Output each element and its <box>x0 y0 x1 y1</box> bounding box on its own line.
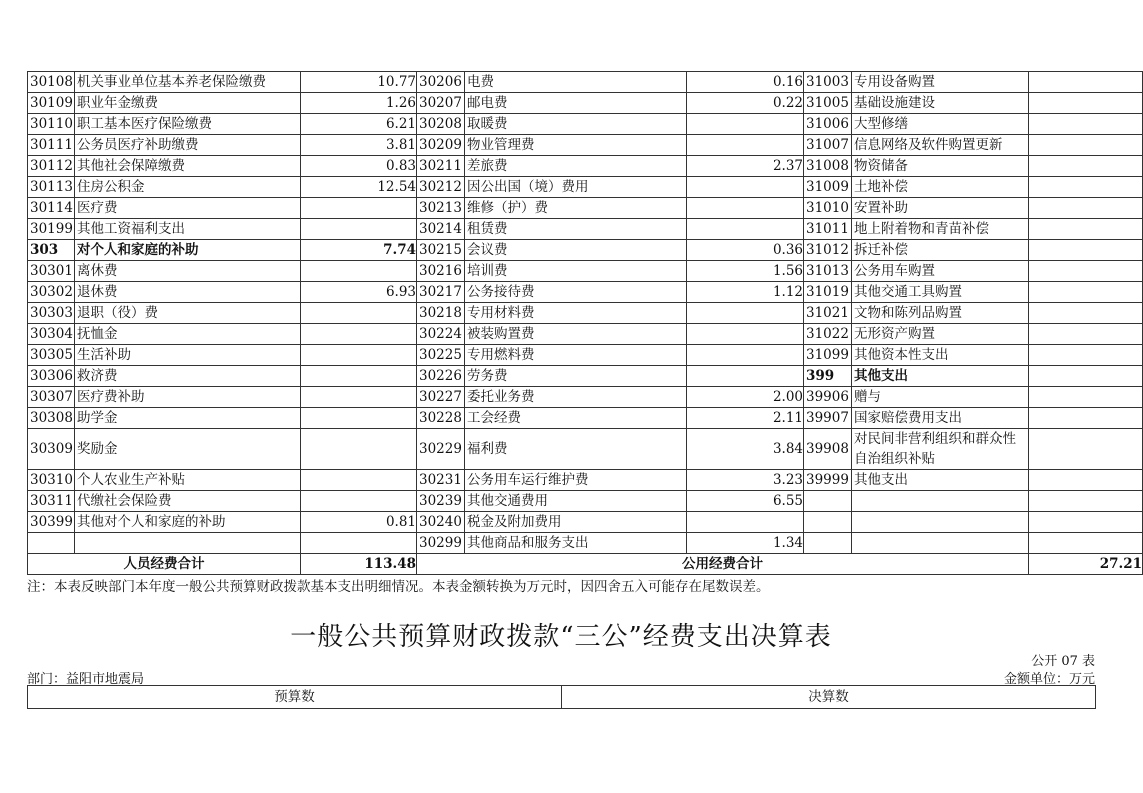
cell-name: 其他支出 <box>852 470 1029 491</box>
cell-code: 30226 <box>417 366 465 387</box>
cell-value <box>687 303 804 324</box>
cell-name: 职工基本医疗保险缴费 <box>75 114 301 135</box>
table-row <box>28 408 1143 429</box>
cell-value <box>301 303 417 324</box>
cell-name <box>75 533 301 554</box>
cell-code: 31011 <box>804 219 852 240</box>
cell-value <box>301 387 417 408</box>
cell-code: 31008 <box>804 156 852 177</box>
cell-name: 委托业务费 <box>465 387 687 408</box>
table-row <box>28 470 1143 491</box>
cell-name: 公务员医疗补助缴费 <box>75 135 301 156</box>
cell-code: 30302 <box>28 282 75 303</box>
cell-value: 6.93 <box>301 282 417 303</box>
cell-name: 公务用车运行维护费 <box>465 470 687 491</box>
cell-value <box>687 114 804 135</box>
basic-expenditure-detail-table <box>27 71 1143 575</box>
cell-code: 30217 <box>417 282 465 303</box>
cell-name: 机关事业单位基本养老保险缴费 <box>75 72 301 93</box>
cell-code: 30218 <box>417 303 465 324</box>
table-row <box>28 114 1143 135</box>
cell-name: 专用设备购置 <box>852 72 1029 93</box>
cell-code: 31013 <box>804 261 852 282</box>
cell-value: 6.55 <box>687 491 804 512</box>
three-public-expenditure-table <box>27 685 1096 709</box>
cell-code: 31003 <box>804 72 852 93</box>
cell-name: 职业年金缴费 <box>75 93 301 114</box>
cell-value <box>301 491 417 512</box>
cell-code: 30240 <box>417 512 465 533</box>
cell-value <box>1029 324 1143 345</box>
cell-name: 其他对个人和家庭的补助 <box>75 512 301 533</box>
cell-value <box>1029 303 1143 324</box>
cell-code: 30231 <box>417 470 465 491</box>
cell-name: 救济费 <box>75 366 301 387</box>
table-row <box>28 491 1143 512</box>
cell-name: 劳务费 <box>465 366 687 387</box>
cell-code: 30214 <box>417 219 465 240</box>
table-note: 注：本表反映部门本年度一般公共预算财政拨款基本支出明细情况。本表金额转换为万元时，因四舍五入可能存在尾数误差。 <box>27 579 770 595</box>
cell-code: 31022 <box>804 324 852 345</box>
cell-value: 3.23 <box>687 470 804 491</box>
cell-code: 30216 <box>417 261 465 282</box>
cell-value <box>1029 491 1143 512</box>
cell-name: 国家赔偿费用支出 <box>852 408 1029 429</box>
cell-value <box>687 345 804 366</box>
table-header-row <box>28 686 1096 709</box>
cell-name: 维修（护）费 <box>465 198 687 219</box>
cell-value <box>1029 114 1143 135</box>
cell-name <box>852 512 1029 533</box>
cell-value: 1.56 <box>687 261 804 282</box>
cell-value: 0.16 <box>687 72 804 93</box>
table-row <box>28 93 1143 114</box>
cell-value: 2.00 <box>687 387 804 408</box>
table-row <box>28 366 1143 387</box>
cell-value <box>687 219 804 240</box>
cell-code: 30109 <box>28 93 75 114</box>
cell-name: 公务用车购置 <box>852 261 1029 282</box>
cell-value: 3.84 <box>687 429 804 470</box>
cell-value <box>1029 533 1143 554</box>
cell-name: 离休费 <box>75 261 301 282</box>
cell-code <box>804 491 852 512</box>
cell-name: 被装购置费 <box>465 324 687 345</box>
cell-value <box>1029 366 1143 387</box>
cell-code: 30229 <box>417 429 465 470</box>
cell-code: 30209 <box>417 135 465 156</box>
cell-name <box>852 491 1029 512</box>
cell-value <box>301 470 417 491</box>
cell-name: 赠与 <box>852 387 1029 408</box>
cell-value <box>1029 93 1143 114</box>
cell-value <box>301 408 417 429</box>
cell-name: 住房公积金 <box>75 177 301 198</box>
cell-code: 303 <box>28 240 75 261</box>
cell-code: 30112 <box>28 156 75 177</box>
totals-row <box>28 554 1143 575</box>
cell-code: 31010 <box>804 198 852 219</box>
cell-code: 30212 <box>417 177 465 198</box>
cell-value <box>687 324 804 345</box>
cell-name: 因公出国（境）费用 <box>465 177 687 198</box>
table-row <box>28 429 1143 470</box>
cell-code: 30114 <box>28 198 75 219</box>
cell-name: 物业管理费 <box>465 135 687 156</box>
cell-name <box>852 533 1029 554</box>
header-budget: 预算数 <box>28 686 562 709</box>
cell-value <box>1029 345 1143 366</box>
table-row <box>28 219 1143 240</box>
cell-code: 31009 <box>804 177 852 198</box>
cell-name: 抚恤金 <box>75 324 301 345</box>
cell-code: 30239 <box>417 491 465 512</box>
cell-code: 30211 <box>417 156 465 177</box>
table-row <box>28 387 1143 408</box>
cell-code: 39906 <box>804 387 852 408</box>
cell-value: 12.54 <box>301 177 417 198</box>
cell-value <box>301 198 417 219</box>
cell-name: 其他交通工具购置 <box>852 282 1029 303</box>
cell-value <box>301 324 417 345</box>
table-row <box>28 533 1143 554</box>
table-row <box>28 240 1143 261</box>
cell-name: 安置补助 <box>852 198 1029 219</box>
cell-value <box>1029 240 1143 261</box>
cell-code: 30206 <box>417 72 465 93</box>
table-row <box>28 345 1143 366</box>
cell-name: 文物和陈列品购置 <box>852 303 1029 324</box>
cell-code: 31021 <box>804 303 852 324</box>
cell-code: 39908 <box>804 429 852 470</box>
cell-value <box>301 429 417 470</box>
cell-code: 30309 <box>28 429 75 470</box>
cell-name: 医疗费补助 <box>75 387 301 408</box>
cell-code <box>28 533 75 554</box>
cell-code: 31099 <box>804 345 852 366</box>
cell-code: 30110 <box>28 114 75 135</box>
cell-code: 30307 <box>28 387 75 408</box>
cell-value <box>1029 156 1143 177</box>
cell-value <box>1029 219 1143 240</box>
amount-unit-label: 金额单位：万元 <box>1003 672 1095 687</box>
cell-name: 地上附着物和青苗补偿 <box>852 219 1029 240</box>
cell-value <box>687 135 804 156</box>
cell-code: 30224 <box>417 324 465 345</box>
cell-value: 1.26 <box>301 93 417 114</box>
cell-name: 取暖费 <box>465 114 687 135</box>
cell-value: 2.11 <box>687 408 804 429</box>
cell-name: 土地补偿 <box>852 177 1029 198</box>
cell-code <box>804 512 852 533</box>
form-code: 公开 07 表 <box>1031 654 1095 669</box>
cell-code: 30303 <box>28 303 75 324</box>
cell-code: 30305 <box>28 345 75 366</box>
cell-name: 差旅费 <box>465 156 687 177</box>
cell-value <box>687 366 804 387</box>
cell-value <box>301 261 417 282</box>
cell-code: 31012 <box>804 240 852 261</box>
cell-code: 30228 <box>417 408 465 429</box>
cell-name: 基础设施建设 <box>852 93 1029 114</box>
cell-code: 39999 <box>804 470 852 491</box>
cell-value <box>687 177 804 198</box>
public-total-label: 公用经费合计 <box>417 554 1029 575</box>
cell-code: 30108 <box>28 72 75 93</box>
cell-code: 31005 <box>804 93 852 114</box>
personnel-total-value: 113.48 <box>301 554 417 575</box>
table-row <box>28 72 1143 93</box>
cell-value <box>301 219 417 240</box>
cell-value <box>1029 177 1143 198</box>
cell-name: 电费 <box>465 72 687 93</box>
cell-value <box>1029 282 1143 303</box>
cell-code: 30301 <box>28 261 75 282</box>
cell-value: 0.22 <box>687 93 804 114</box>
cell-name: 专用材料费 <box>465 303 687 324</box>
cell-name: 福利费 <box>465 429 687 470</box>
cell-code: 399 <box>804 366 852 387</box>
cell-code: 30225 <box>417 345 465 366</box>
cell-name: 奖励金 <box>75 429 301 470</box>
cell-name: 代缴社会保险费 <box>75 491 301 512</box>
cell-name: 工会经费 <box>465 408 687 429</box>
cell-value: 6.21 <box>301 114 417 135</box>
cell-code: 30311 <box>28 491 75 512</box>
cell-value <box>301 533 417 554</box>
cell-value: 1.34 <box>687 533 804 554</box>
cell-code: 30215 <box>417 240 465 261</box>
cell-value: 10.77 <box>301 72 417 93</box>
cell-name: 对民间非营利组织和群众性自治组织补贴 <box>852 429 1029 470</box>
cell-code: 31007 <box>804 135 852 156</box>
cell-value <box>1029 512 1143 533</box>
cell-value <box>1029 135 1143 156</box>
cell-value: 0.83 <box>301 156 417 177</box>
personnel-total-label: 人员经费合计 <box>28 554 301 575</box>
table-row <box>28 156 1143 177</box>
table-row <box>28 512 1143 533</box>
table-row <box>28 303 1143 324</box>
cell-code <box>804 533 852 554</box>
table-row <box>28 261 1143 282</box>
cell-value: 1.12 <box>687 282 804 303</box>
cell-name: 培训费 <box>465 261 687 282</box>
cell-name: 其他支出 <box>852 366 1029 387</box>
cell-code: 31006 <box>804 114 852 135</box>
header-final: 决算数 <box>562 686 1096 709</box>
cell-name: 其他交通费用 <box>465 491 687 512</box>
cell-code: 30199 <box>28 219 75 240</box>
cell-value: 7.74 <box>301 240 417 261</box>
cell-name: 对个人和家庭的补助 <box>75 240 301 261</box>
cell-value <box>1029 429 1143 470</box>
cell-code: 30111 <box>28 135 75 156</box>
cell-name: 其他工资福利支出 <box>75 219 301 240</box>
cell-code: 30306 <box>28 366 75 387</box>
cell-name: 医疗费 <box>75 198 301 219</box>
cell-code: 30208 <box>417 114 465 135</box>
cell-name: 专用燃料费 <box>465 345 687 366</box>
cell-name: 拆迁补偿 <box>852 240 1029 261</box>
cell-value <box>301 345 417 366</box>
table-body <box>28 72 1143 575</box>
table-row <box>28 177 1143 198</box>
cell-value <box>687 198 804 219</box>
cell-value: 3.81 <box>301 135 417 156</box>
cell-name: 退休费 <box>75 282 301 303</box>
cell-code: 30399 <box>28 512 75 533</box>
cell-name: 租赁费 <box>465 219 687 240</box>
cell-code: 30213 <box>417 198 465 219</box>
table-row <box>28 282 1143 303</box>
cell-code: 30310 <box>28 470 75 491</box>
cell-name: 其他资本性支出 <box>852 345 1029 366</box>
cell-value <box>1029 387 1143 408</box>
cell-name: 物资储备 <box>852 156 1029 177</box>
cell-code: 39907 <box>804 408 852 429</box>
cell-value <box>301 366 417 387</box>
cell-code: 30299 <box>417 533 465 554</box>
cell-code: 30227 <box>417 387 465 408</box>
cell-name: 退职（役）费 <box>75 303 301 324</box>
table-row <box>28 324 1143 345</box>
cell-value: 0.36 <box>687 240 804 261</box>
cell-value: 2.37 <box>687 156 804 177</box>
cell-name: 助学金 <box>75 408 301 429</box>
cell-value <box>1029 261 1143 282</box>
cell-code: 30304 <box>28 324 75 345</box>
table-row <box>28 198 1143 219</box>
cell-name: 税金及附加费用 <box>465 512 687 533</box>
cell-name: 公务接待费 <box>465 282 687 303</box>
table-row <box>28 135 1143 156</box>
cell-code: 31019 <box>804 282 852 303</box>
cell-value <box>1029 198 1143 219</box>
cell-name: 个人农业生产补贴 <box>75 470 301 491</box>
cell-value <box>1029 408 1143 429</box>
public-total-value: 27.21 <box>1029 554 1143 575</box>
cell-value <box>687 512 804 533</box>
cell-code: 30308 <box>28 408 75 429</box>
cell-name: 信息网络及软件购置更新 <box>852 135 1029 156</box>
cell-value: 0.81 <box>301 512 417 533</box>
cell-value <box>1029 470 1143 491</box>
cell-name: 其他社会保障缴费 <box>75 156 301 177</box>
cell-name: 无形资产购置 <box>852 324 1029 345</box>
cell-value <box>1029 72 1143 93</box>
cell-code: 30113 <box>28 177 75 198</box>
cell-name: 会议费 <box>465 240 687 261</box>
cell-name: 邮电费 <box>465 93 687 114</box>
cell-name: 大型修缮 <box>852 114 1029 135</box>
cell-name: 其他商品和服务支出 <box>465 533 687 554</box>
department-label: 部门：益阳市地震局 <box>27 672 145 687</box>
cell-name: 生活补助 <box>75 345 301 366</box>
cell-code: 30207 <box>417 93 465 114</box>
section-title: 一般公共预算财政拨款“三公”经费支出决算表 <box>290 622 832 652</box>
